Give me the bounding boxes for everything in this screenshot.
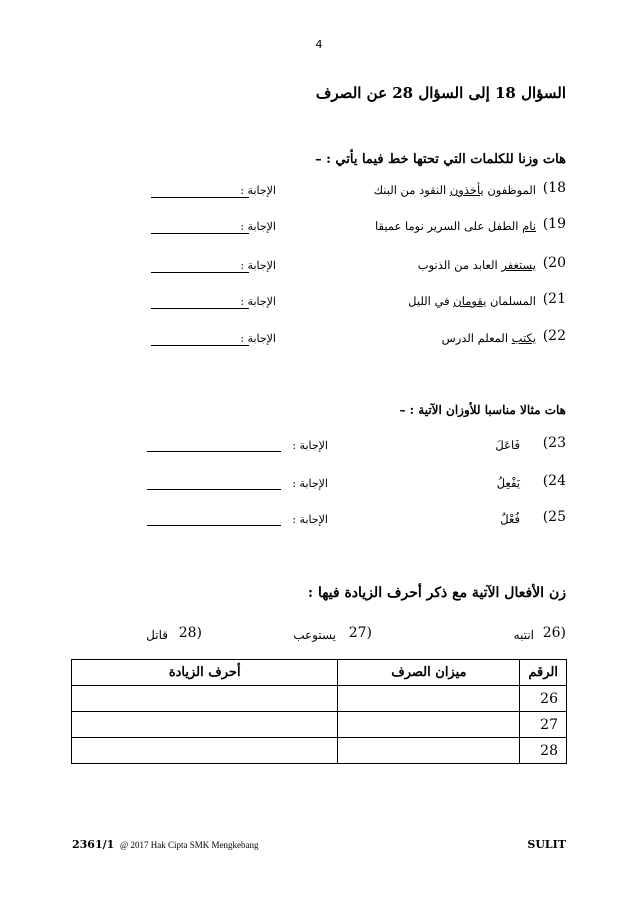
question-number: (23 xyxy=(542,435,566,451)
question-sentence xyxy=(408,294,536,308)
question-sentence xyxy=(374,183,536,197)
pattern-word: فُعْلٌ xyxy=(500,512,520,526)
pattern-word: يَفْعِلُ xyxy=(496,476,520,490)
sarf-scale-cell[interactable] xyxy=(338,712,520,738)
answer-label: الإجابة : xyxy=(240,332,276,345)
verb-word: يستوعب xyxy=(293,628,336,642)
row-number: 26 xyxy=(520,686,567,712)
sarf-scale-cell[interactable] xyxy=(338,738,520,764)
answer-label: الإجابة : xyxy=(292,477,328,490)
answer-label: الإجابة : xyxy=(240,259,276,272)
sentence-pre: الموظفون xyxy=(483,183,536,197)
row-number: 28 xyxy=(520,738,567,764)
sentence-post: النقود من البنك xyxy=(373,183,450,197)
underlined-word: يكتب xyxy=(511,331,536,345)
word-number: 27) xyxy=(348,625,372,641)
underlined-word: يستغفر xyxy=(501,258,536,272)
answer-line[interactable] xyxy=(151,345,249,346)
sentence-post: المعلم الدرس xyxy=(441,331,512,345)
answer-line[interactable] xyxy=(151,233,249,234)
answer-line[interactable] xyxy=(147,489,281,490)
question-number: (22 xyxy=(542,328,566,344)
question-number: (25 xyxy=(542,509,566,525)
sentence-pre: المسلمان xyxy=(486,294,536,308)
extra-letters-cell[interactable] xyxy=(72,712,338,738)
footer-status: SULIT xyxy=(527,838,566,851)
table-row xyxy=(72,686,567,712)
verb-word: انتبه xyxy=(513,628,534,642)
row-number: 27 xyxy=(520,712,567,738)
sarf-scale-cell[interactable] xyxy=(338,686,520,712)
answer-line[interactable] xyxy=(147,525,281,526)
section2-instruction: هات مثالا مناسبا للأوزان الآتية : – xyxy=(399,403,566,417)
extra-letters-cell[interactable] xyxy=(72,738,338,764)
underlined-word: يقومان xyxy=(453,294,487,308)
answer-label: الإجابة : xyxy=(240,295,276,308)
section3-instruction: زن الأفعال الآتية مع ذكر أحرف الزيادة فيها : xyxy=(307,585,566,601)
page-number: 4 xyxy=(315,38,323,51)
sentence-post: في الليل xyxy=(408,294,454,308)
question-number: (24 xyxy=(542,473,566,489)
word-number: 28) xyxy=(178,625,202,641)
question-number: (19 xyxy=(542,216,566,232)
table-row xyxy=(72,712,567,738)
question-number: (20 xyxy=(542,255,566,271)
answer-label: الإجابة : xyxy=(292,513,328,526)
question-sentence xyxy=(442,331,536,345)
answer-line[interactable] xyxy=(151,308,249,309)
answer-table xyxy=(71,659,567,764)
answer-label: الإجابة : xyxy=(240,220,276,233)
answer-label: الإجابة : xyxy=(240,184,276,197)
question-sentence xyxy=(375,219,536,233)
table-header-row xyxy=(72,660,567,686)
section-heading: السؤال 18 إلى السؤال 28 عن الصرف xyxy=(315,84,566,102)
sentence-post: الطفل على السرير نوما عميقا xyxy=(375,219,523,233)
answer-line[interactable] xyxy=(151,197,249,198)
header-extra-letters: أحرف الزيادة xyxy=(72,660,338,686)
header-number: الرقم xyxy=(520,660,567,686)
section1-instruction: هات وزنا للكلمات التي تحتها خط فيما يأتي : – xyxy=(315,152,566,167)
answer-line[interactable] xyxy=(147,451,281,452)
footer-code: 2361/1 xyxy=(72,838,115,851)
header-sarf-scale: ميزان الصرف xyxy=(338,660,520,686)
underlined-word: نام xyxy=(522,219,536,233)
extra-letters-cell[interactable] xyxy=(72,686,338,712)
footer-copyright: @ 2017 Hak Cipta SMK Mengkebang xyxy=(120,840,259,850)
answer-label: الإجابة : xyxy=(292,439,328,452)
pattern-word: فَاعَلَ xyxy=(495,438,520,452)
table-row xyxy=(72,738,567,764)
answer-line[interactable] xyxy=(151,272,249,273)
sentence-post: العابد من الذنوب xyxy=(417,258,502,272)
verb-word: قاتل xyxy=(146,628,168,642)
question-number: (18 xyxy=(542,180,566,196)
question-number: (21 xyxy=(542,291,566,307)
question-sentence xyxy=(418,258,536,272)
underlined-word: يأخذون xyxy=(449,183,484,197)
word-number: 26) xyxy=(542,625,566,641)
